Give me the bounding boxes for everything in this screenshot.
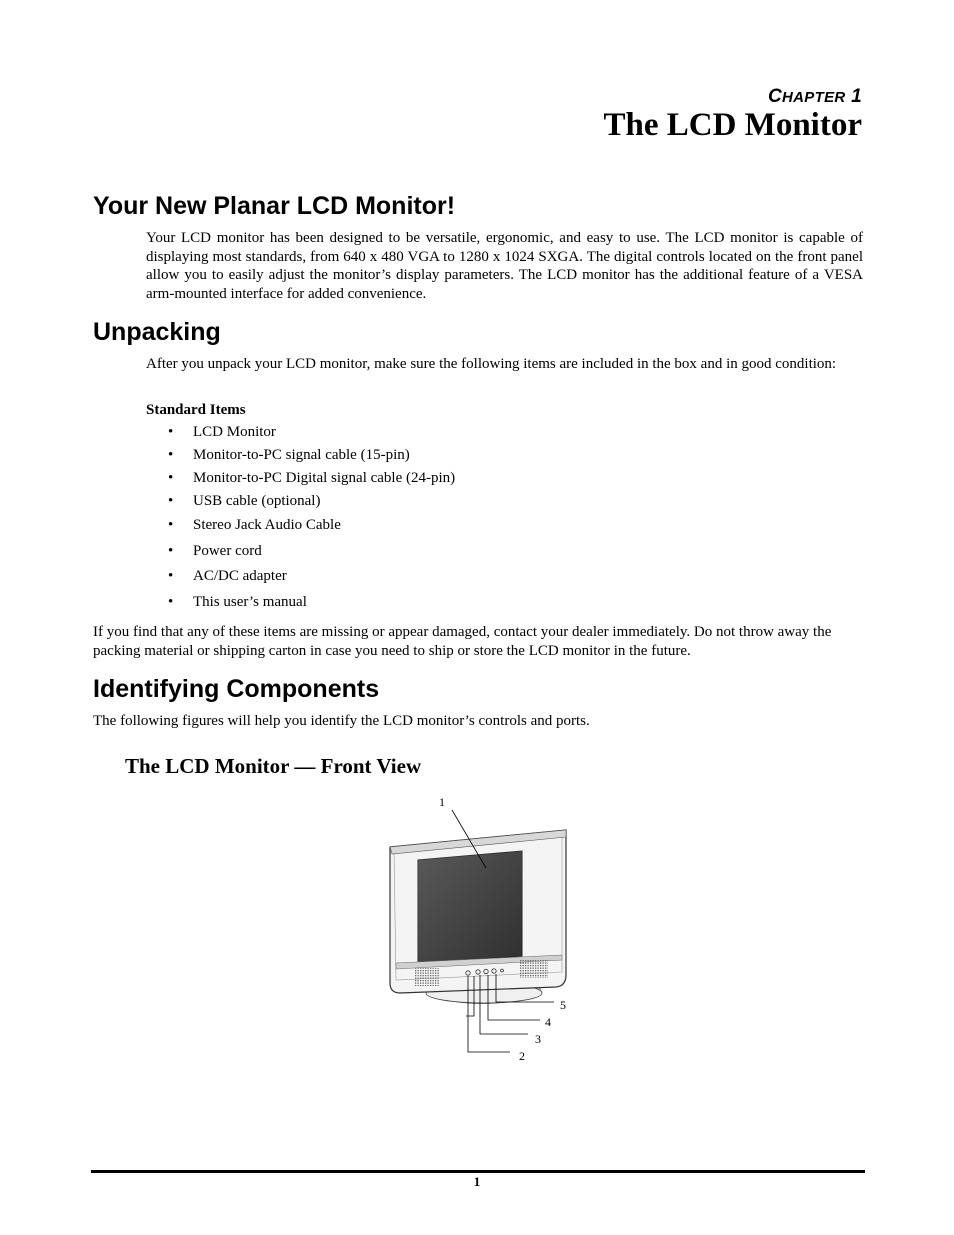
chapter-label-rest: HAPTER (782, 89, 846, 106)
bullet-icon: • (168, 493, 174, 509)
bullet-icon: • (168, 568, 174, 584)
standard-items-subheading: Standard Items (146, 402, 246, 418)
callout-3: 3 (535, 1032, 541, 1046)
bullet-icon: • (168, 424, 174, 440)
section-heading-components: Identifying Components (93, 675, 380, 703)
unpacking-intro: After you unpack your LCD monitor, make sure the following items are included in the box and in good condition: (146, 356, 837, 372)
chapter-label (768, 86, 862, 108)
callout-4: 4 (545, 1015, 551, 1029)
components-intro: The following figures will help you identify the LCD monitor’s controls and ports. (93, 713, 590, 729)
bullet-icon: • (168, 517, 174, 533)
chapter-title: The LCD Monitor (603, 107, 862, 143)
chapter-label-initial: C (768, 86, 783, 107)
lcd-monitor-front-view-figure (380, 790, 580, 1080)
bullet-icon: • (168, 447, 174, 463)
chapter-number: 1 (851, 86, 862, 107)
callout-1: 1 (439, 795, 445, 809)
unpacking-closing: If you find that any of these items are missing or appear damaged, contact your dealer immediately. Do not throw away the packing material or shipping carton in case you need to ship or store the LCD monitor in the future. (93, 624, 832, 659)
callout-2: 2 (519, 1049, 525, 1063)
page-number: 1 (473, 1174, 481, 1189)
monitor-illustration (380, 790, 580, 1080)
section-heading-new-monitor: Your New Planar LCD Monitor! (93, 192, 456, 220)
bullet-icon: • (168, 594, 174, 610)
bullet-icon: • (168, 543, 174, 559)
new-monitor-paragraph: Your LCD monitor has been designed to be versatile, ergonomic, and easy to use. The LCD monitor is capable of displaying most standards, from 640 x 480 VGA to 1280 x 1024 SXGA. The digital controls located on the front panel allow you to easily adjust the monitor’s display parameters. The LCD monitor has the additional feature of a VESA arm-mounted interface for added convenience. (146, 230, 863, 302)
bullet-icon: • (168, 470, 174, 486)
callout-5: 5 (560, 998, 566, 1012)
figure-title: The LCD Monitor — Front View (125, 754, 422, 778)
footer-rule (91, 1170, 865, 1173)
section-heading-unpacking: Unpacking (93, 318, 221, 346)
